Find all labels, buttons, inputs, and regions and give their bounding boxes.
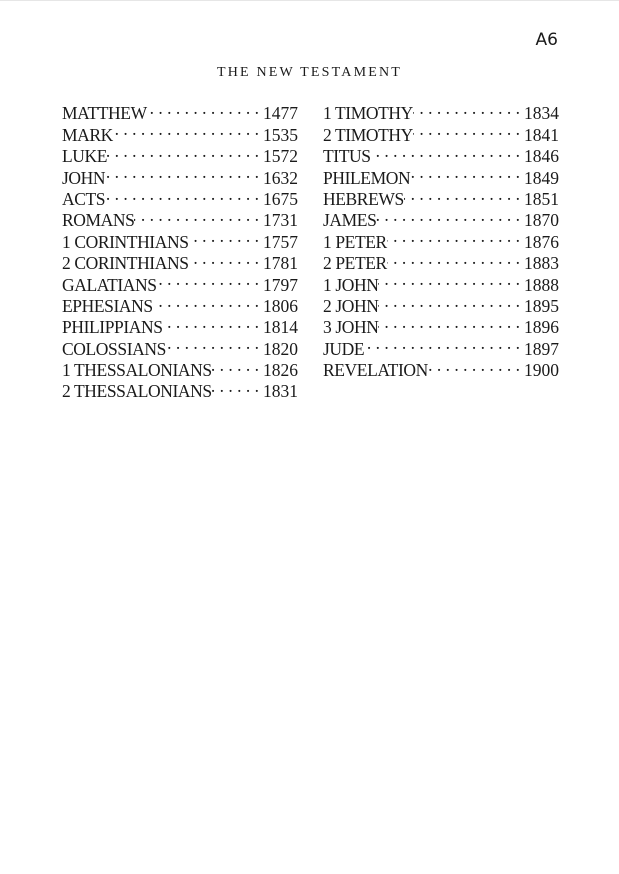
book-name: EPHESIANS <box>62 295 153 312</box>
dot-leader <box>212 355 259 376</box>
page-reference: 1849 <box>524 167 559 184</box>
page-reference: 1834 <box>524 103 559 120</box>
dot-leader <box>166 333 259 354</box>
toc-entry[interactable] <box>62 226 298 247</box>
page-reference: 1820 <box>263 338 298 355</box>
toc-entry[interactable] <box>62 98 298 119</box>
toc-entry[interactable] <box>62 141 298 162</box>
page-reference: 1895 <box>524 295 559 312</box>
toc-entry[interactable] <box>62 205 298 226</box>
page-number: A6 <box>535 30 558 50</box>
page-reference: 1477 <box>263 103 298 120</box>
dot-leader <box>413 98 520 119</box>
dot-leader <box>378 312 520 333</box>
toc-entry[interactable] <box>323 162 559 183</box>
dot-leader <box>189 226 259 247</box>
dot-leader <box>107 141 259 162</box>
toc-entry[interactable] <box>62 312 298 333</box>
page-reference: 1814 <box>263 317 298 334</box>
page-reference: 1888 <box>524 274 559 291</box>
toc-entry[interactable] <box>323 248 559 269</box>
section-title: THE NEW TESTAMENT <box>216 65 403 80</box>
book-name: JOHN <box>62 167 106 184</box>
book-name: REVELATION <box>323 360 428 377</box>
toc-entry[interactable] <box>323 333 559 354</box>
page-reference: 1841 <box>524 124 559 141</box>
toc-entry[interactable] <box>62 184 298 205</box>
toc-entry[interactable] <box>323 98 559 119</box>
toc-entry[interactable] <box>323 119 559 140</box>
book-name: JUDE <box>323 338 365 355</box>
page-reference: 1797 <box>263 274 298 291</box>
dot-leader <box>157 269 259 290</box>
page-reference: 1806 <box>263 295 298 312</box>
dot-leader <box>428 355 520 376</box>
dot-leader <box>410 162 520 183</box>
book-name: 1 PETER <box>323 231 387 248</box>
book-name: 2 CORINTHIANS <box>62 253 189 270</box>
toc-entry[interactable] <box>323 226 559 247</box>
toc-entry[interactable] <box>323 205 559 226</box>
book-name: 2 THESSALONIANS <box>62 381 212 398</box>
book-name: ACTS <box>62 188 106 205</box>
toc-entry[interactable] <box>62 291 298 312</box>
book-name: LUKE <box>62 146 108 163</box>
dot-leader <box>147 98 259 119</box>
book-name: JAMES <box>323 210 377 227</box>
page-reference: 1851 <box>524 188 559 205</box>
page-reference: 1675 <box>263 188 298 205</box>
dot-leader <box>413 119 520 140</box>
page-reference: 1757 <box>263 231 298 248</box>
page-reference: 1883 <box>524 253 559 270</box>
dot-leader <box>105 184 259 205</box>
page-reference: 1870 <box>524 210 559 227</box>
toc-entry[interactable] <box>62 333 298 354</box>
book-name: HEBREWS <box>323 188 404 205</box>
page-reference: 1535 <box>263 124 298 141</box>
toc-entry[interactable] <box>62 248 298 269</box>
book-name: 1 THESSALONIANS <box>62 360 212 377</box>
book-name: TITUS <box>323 146 371 163</box>
toc-entry[interactable] <box>62 119 298 140</box>
page-reference: 1781 <box>263 253 298 270</box>
page-reference: 1900 <box>524 360 559 377</box>
dot-leader <box>378 269 520 290</box>
book-name: PHILEMON <box>323 167 411 184</box>
page-reference: 1632 <box>263 167 298 184</box>
book-name: 2 TIMOTHY <box>323 124 413 141</box>
book-name: COLOSSIANS <box>62 338 166 355</box>
toc-entry[interactable] <box>323 269 559 290</box>
book-name: ROMANS <box>62 210 135 227</box>
book-name: GALATIANS <box>62 274 157 291</box>
book-name: MATTHEW <box>62 103 147 120</box>
dot-leader <box>378 291 520 312</box>
dot-leader <box>189 248 259 269</box>
toc-entry[interactable] <box>62 269 298 290</box>
toc-entry[interactable] <box>323 184 559 205</box>
book-name: PHILIPPIANS <box>62 317 163 334</box>
toc-entry[interactable] <box>323 312 559 333</box>
page-top-edge <box>0 0 619 1</box>
book-name: 2 PETER <box>323 253 387 270</box>
page-reference: 1826 <box>263 360 298 377</box>
page-reference: 1731 <box>263 210 298 227</box>
toc-entry[interactable] <box>323 141 559 162</box>
dot-leader <box>163 312 259 333</box>
toc-right-column <box>323 98 559 397</box>
dot-leader <box>153 291 259 312</box>
page-reference: 1897 <box>524 338 559 355</box>
dot-leader <box>387 248 520 269</box>
toc-entry[interactable] <box>323 291 559 312</box>
book-name: MARK <box>62 124 113 141</box>
dot-leader <box>404 184 520 205</box>
dot-leader <box>376 205 520 226</box>
toc-entry[interactable] <box>62 355 298 376</box>
page-reference: 1846 <box>524 146 559 163</box>
page-reference: 1831 <box>263 381 298 398</box>
page-reference: 1876 <box>524 231 559 248</box>
book-name: 2 JOHN <box>323 295 379 312</box>
book-name: 3 JOHN <box>323 317 379 334</box>
book-name: 1 JOHN <box>323 274 379 291</box>
toc-left-column <box>62 98 298 397</box>
dot-leader <box>113 119 259 140</box>
dot-leader <box>105 162 259 183</box>
dot-leader <box>371 141 520 162</box>
page-reference: 1572 <box>263 146 298 163</box>
book-name: 1 TIMOTHY <box>323 103 413 120</box>
toc-entry[interactable] <box>62 162 298 183</box>
toc-entry[interactable] <box>62 376 298 397</box>
table-of-contents <box>62 98 559 397</box>
dot-leader <box>364 333 520 354</box>
dot-leader <box>134 205 259 226</box>
book-name: 1 CORINTHIANS <box>62 231 189 248</box>
dot-leader <box>387 226 520 247</box>
toc-entry[interactable] <box>323 355 559 376</box>
dot-leader <box>212 376 259 397</box>
page-reference: 1896 <box>524 317 559 334</box>
